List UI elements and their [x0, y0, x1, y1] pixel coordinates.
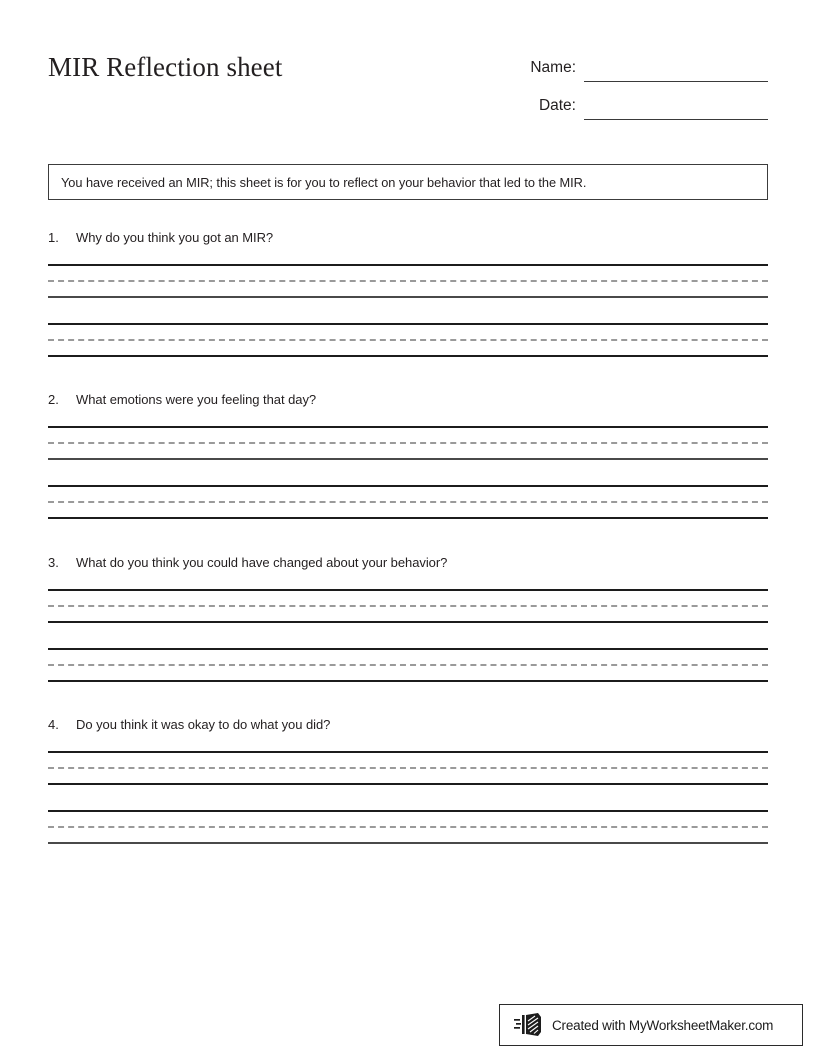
rule-top-line [48, 426, 768, 428]
answer-ruleset-1a[interactable] [48, 264, 768, 298]
answer-ruleset-2a[interactable] [48, 426, 768, 460]
rule-dashed-midline [48, 664, 768, 666]
rule-dashed-midline [48, 442, 768, 444]
question-number-2: 2. [48, 392, 59, 407]
answer-ruleset-4a[interactable] [48, 751, 768, 785]
question-number-4: 4. [48, 717, 59, 732]
rule-gap [48, 785, 768, 810]
rule-top-line [48, 751, 768, 753]
rule-baseline [48, 783, 768, 785]
answer-ruleset-2b[interactable] [48, 485, 768, 519]
question-block-1 [48, 230, 768, 357]
question-heading-4 [48, 717, 768, 739]
rule-top-line [48, 589, 768, 591]
question-heading-1 [48, 230, 768, 252]
rule-dashed-midline [48, 339, 768, 341]
rule-dashed-midline [48, 501, 768, 503]
instruction-text: You have received an MIR; this sheet is for you to reflect on your behavior that led to the MIR. [61, 174, 587, 190]
page-header [48, 44, 768, 124]
instruction-box [48, 164, 768, 200]
rule-dashed-midline [48, 605, 768, 607]
name-field-row [498, 44, 768, 82]
rule-dashed-midline [48, 280, 768, 282]
question-number-1: 1. [48, 230, 59, 245]
question-heading-2 [48, 392, 768, 414]
question-heading-3 [48, 555, 768, 577]
name-label: Name: [530, 59, 576, 76]
rule-dashed-midline [48, 767, 768, 769]
question-text-1: Why do you think you got an MIR? [76, 230, 274, 245]
date-field-row [498, 82, 768, 120]
name-date-fields [498, 44, 768, 120]
spacer [48, 414, 768, 426]
name-input[interactable] [584, 55, 768, 82]
rule-baseline [48, 296, 768, 298]
spacer [48, 739, 768, 751]
rule-gap [48, 460, 768, 485]
question-block-4 [48, 717, 768, 844]
date-input[interactable] [584, 93, 768, 120]
rule-top-line [48, 810, 768, 812]
spacer [48, 577, 768, 589]
question-text-4: Do you think it was okay to do what you did? [76, 717, 331, 732]
page-title: MIR Reflection sheet [48, 52, 283, 82]
answer-ruleset-4b[interactable] [48, 810, 768, 844]
myworksheetmaker-logo-icon [514, 1012, 544, 1038]
question-block-2 [48, 392, 768, 519]
rule-baseline [48, 842, 768, 844]
rule-baseline [48, 355, 768, 357]
question-text-3: What do you think you could have changed about your behavior? [76, 555, 448, 570]
created-with-badge[interactable] [499, 1004, 803, 1046]
rule-top-line [48, 485, 768, 487]
rule-baseline [48, 517, 768, 519]
rule-top-line [48, 264, 768, 266]
created-with-text: Created with MyWorksheetMaker.com [552, 1017, 774, 1033]
rule-dashed-midline [48, 826, 768, 828]
rule-gap [48, 623, 768, 648]
question-text-2: What emotions were you feeling that day? [76, 392, 317, 407]
question-block-3 [48, 555, 768, 682]
date-label: Date: [538, 97, 576, 114]
answer-ruleset-3b[interactable] [48, 648, 768, 682]
answer-ruleset-3a[interactable] [48, 589, 768, 623]
question-number-3: 3. [48, 555, 59, 570]
rule-baseline [48, 680, 768, 682]
rule-top-line [48, 648, 768, 650]
rule-top-line [48, 323, 768, 325]
spacer [48, 252, 768, 264]
rule-baseline [48, 458, 768, 460]
answer-ruleset-1b[interactable] [48, 323, 768, 357]
rule-baseline [48, 621, 768, 623]
rule-gap [48, 298, 768, 323]
